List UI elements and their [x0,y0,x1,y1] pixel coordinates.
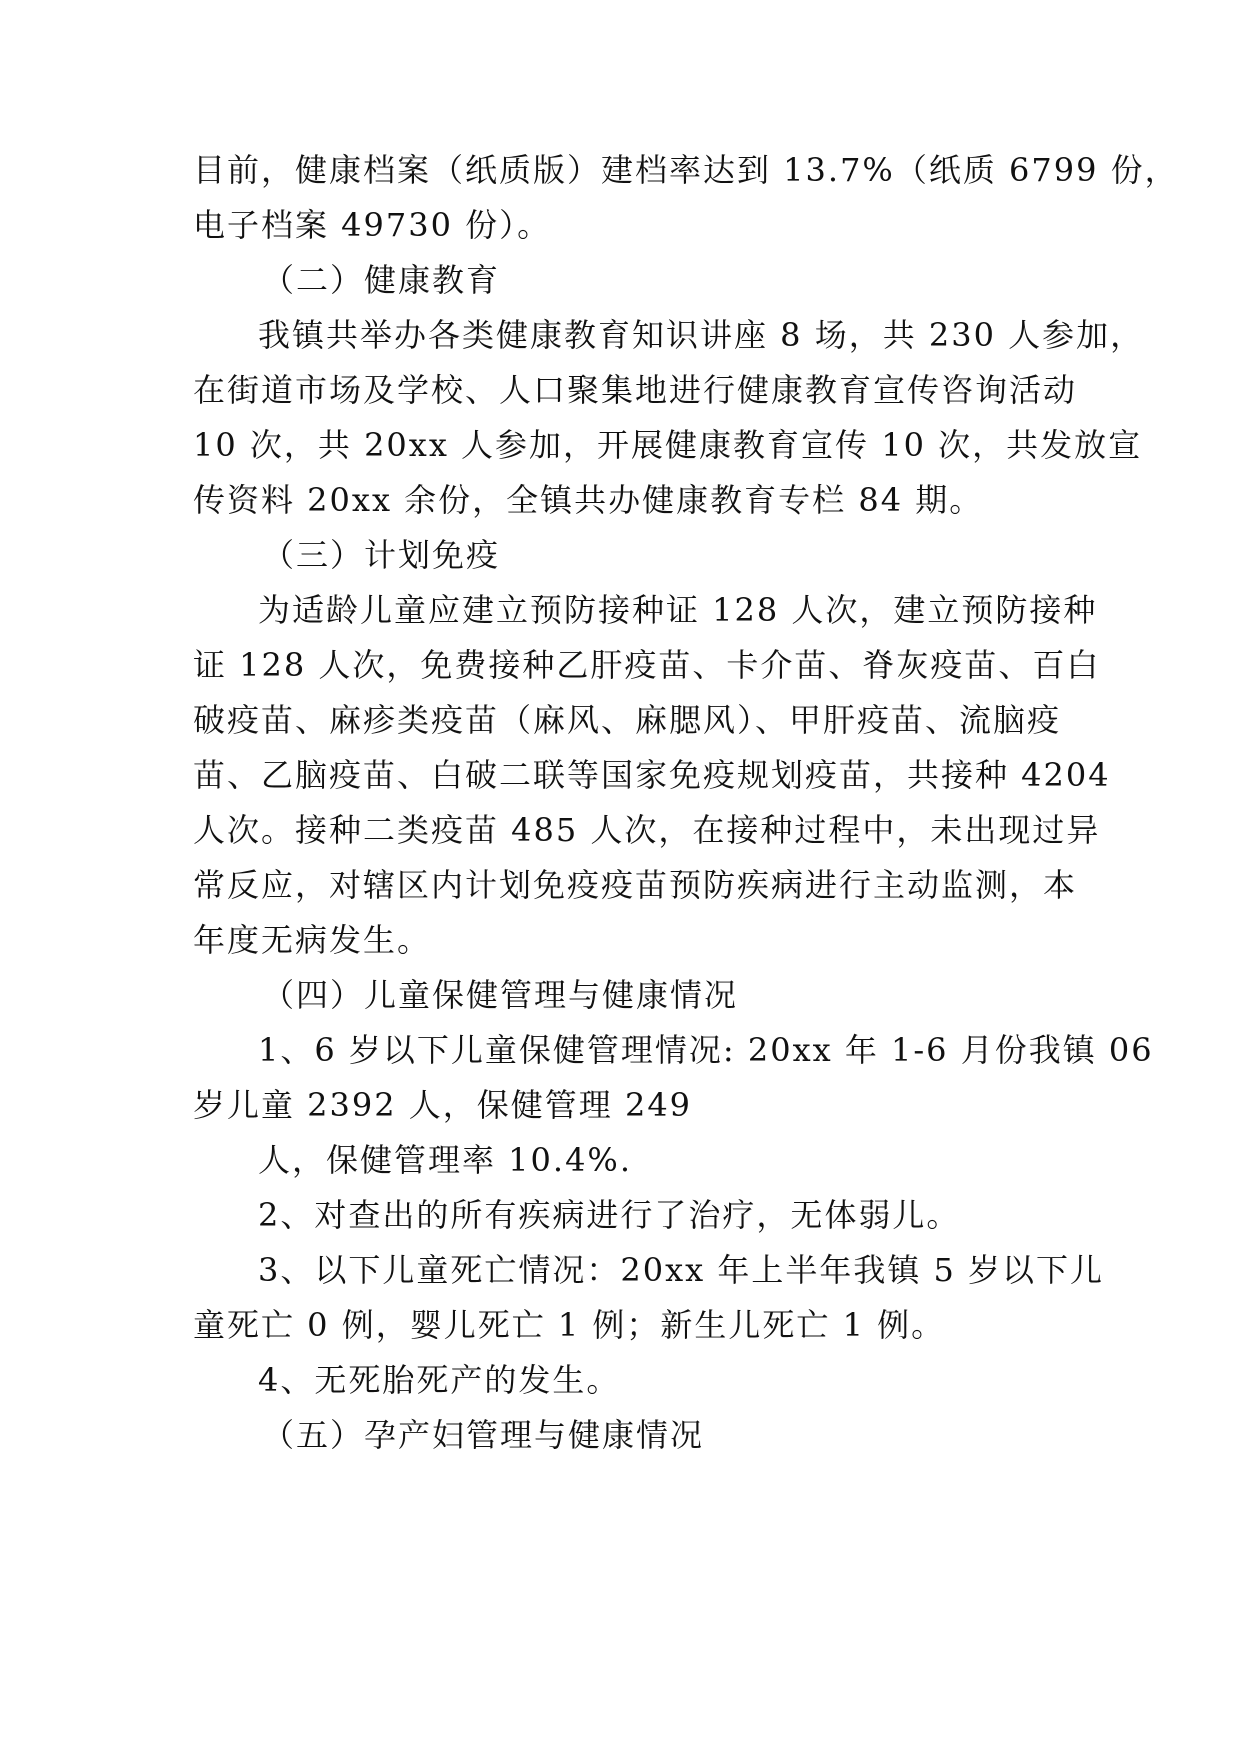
section-heading: （四）儿童保健管理与健康情况 [262,976,739,1014]
text-line: 目前，健康档案（纸质版）建档率达到 13.7%（纸质 6799 份， [193,151,1179,189]
text-line: 1、6 岁以下儿童保健管理情况: 20xx 年 1-6 月份我镇 06 [258,1031,1154,1069]
text-line: 常反应，对辖区内计划免疫疫苗预防疾病进行主动监测，本 [193,866,1078,904]
text-line: 证 128 人次，免费接种乙肝疫苗、卡介苗、脊灰疫苗、百白 [193,646,1101,684]
section-heading: （五）孕产妇管理与健康情况 [262,1416,705,1454]
text-line: 破疫苗、麻疹类疫苗（麻风、麻腮风）、甲肝疫苗、流脑疫 [193,701,1062,739]
text-line: 我镇共举办各类健康教育知识讲座 8 场，共 230 人参加， [258,316,1145,354]
text-line: 4、无死胎死产的发生。 [258,1361,621,1399]
section-heading: （二）健康教育 [262,261,501,299]
text-line: 在街道市场及学校、人口聚集地进行健康教育宣传咨询活动 [193,371,1078,409]
text-line: 10 次，共 20xx 人参加，开展健康教育宣传 10 次，共发放宣 [193,426,1143,464]
text-line: 3、以下儿童死亡情况：20xx 年上半年我镇 5 岁以下儿 [258,1251,1105,1289]
text-line: 2、对查出的所有疾病进行了治疗，无体弱儿。 [258,1196,961,1234]
text-line: 传资料 20xx 余份，全镇共办健康教育专栏 84 期。 [193,481,984,519]
text-line: 人，保健管理率 10.4%. [258,1141,633,1179]
text-line: 人次。接种二类疫苗 485 人次，在接种过程中，未出现过异 [193,811,1101,849]
section-heading: （三）计划免疫 [262,536,501,574]
text-line: 为适龄儿童应建立预防接种证 128 人次，建立预防接种 [258,591,1098,629]
text-line: 童死亡 0 例，婴儿死亡 1 例；新生儿死亡 1 例。 [193,1306,946,1344]
text-line: 年度无病发生。 [193,921,432,959]
text-line: 电子档案 49730 份）。 [193,206,552,244]
text-line: 苗、乙脑疫苗、白破二联等国家免疫规划疫苗，共接种 4204 [193,756,1111,794]
text-line: 岁儿童 2392 人，保健管理 249 [193,1086,693,1124]
